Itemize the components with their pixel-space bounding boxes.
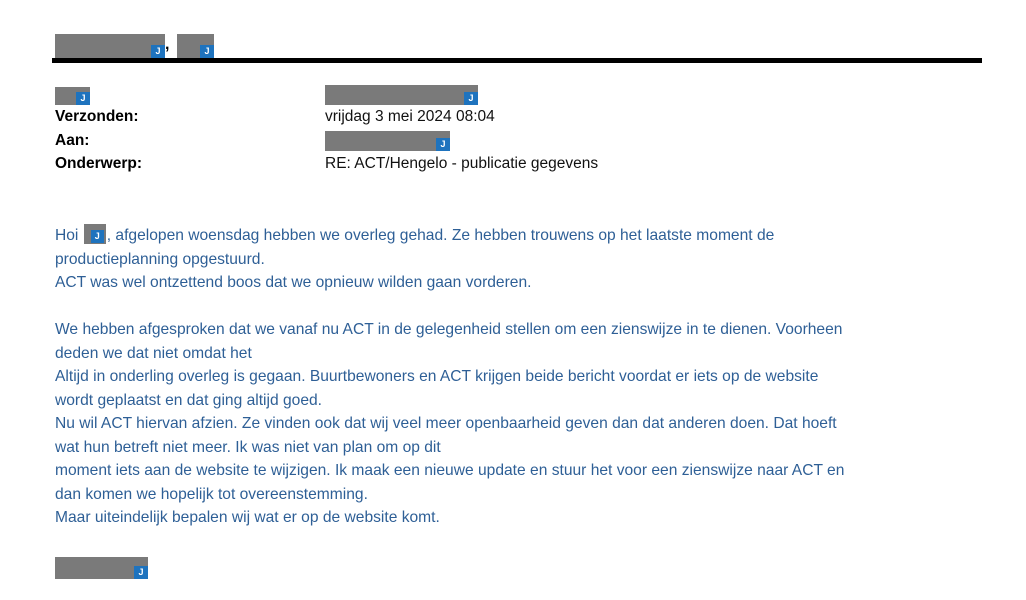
body-line-5: We hebben afgesproken dat we vanaf nu ACT in de gelegenheid stellen om een zienswijze in te dienen. Voorheen	[55, 321, 843, 338]
body-line-7: Altijd in onderling overleg is gegaan. Buurtbewoners en ACT krijgen beide bericht voordat er iets op de website	[55, 368, 819, 385]
body-line-2: productieplanning opgestuurd.	[55, 250, 265, 268]
redacted-signature	[55, 557, 148, 579]
body-line-12: dan komen we hopelijk tot overeenstemming.	[55, 485, 368, 503]
redacted-recipient-name-1	[55, 34, 165, 58]
subject-value: RE: ACT/Hengelo - publicatie gegevens	[325, 155, 599, 172]
body-line-3: ACT was wel ontzettend boos dat we opnieuw wilden gaan vorderen.	[55, 274, 532, 291]
redaction-tag-icon: J	[134, 566, 148, 579]
redacted-from-value	[325, 85, 478, 105]
redaction-tag-icon: J	[436, 138, 450, 151]
redacted-greeting-name	[84, 224, 106, 244]
body-line-11: moment iets aan de website te wijzigen. Ik maak een nieuwe update en stuur het voor een zienswijze naar ACT en	[55, 462, 845, 479]
body-line-1: Hoi J , afgelopen woensdag hebben we overleg gehad. Ze hebben trouwens op het laatste moment de	[55, 224, 985, 248]
redaction-tag-icon: J	[91, 230, 104, 243]
to-label: Aan:	[55, 132, 90, 149]
sent-label: Verzonden:	[55, 108, 139, 125]
subject-label: Onderwerp:	[55, 155, 142, 172]
body-line-13: Maar uiteindelijk bepalen wij wat er op de website komt.	[55, 509, 440, 526]
redaction-tag-icon: J	[200, 45, 214, 58]
sent-value: vrijdag 3 mei 2024 08:04	[325, 108, 495, 125]
body-line-8: wordt geplaatst en dat ging altijd goed.	[55, 391, 323, 409]
email-body	[55, 224, 985, 530]
body-line-6: deden we dat niet omdat het	[55, 344, 252, 362]
body-blank	[55, 295, 985, 319]
redacted-recipient-name-2	[177, 34, 214, 58]
redacted-from-label	[55, 87, 90, 105]
body-line-9: Nu wil ACT hiervan afzien. Ze vinden ook dat wij veel meer openbaarheid geven dan dat anderen doen. Dat hoeft	[55, 415, 837, 432]
redaction-tag-icon: J	[76, 92, 90, 105]
header-divider	[52, 58, 982, 63]
redaction-tag-icon: J	[464, 92, 478, 105]
name-separator: ,	[165, 36, 170, 53]
redacted-to-value	[325, 131, 450, 151]
redaction-tag-icon: J	[151, 45, 165, 58]
body-line-10: wat hun betreft niet meer. Ik was niet van plan om op dit	[55, 438, 441, 456]
greeting: Hoi	[55, 227, 79, 244]
